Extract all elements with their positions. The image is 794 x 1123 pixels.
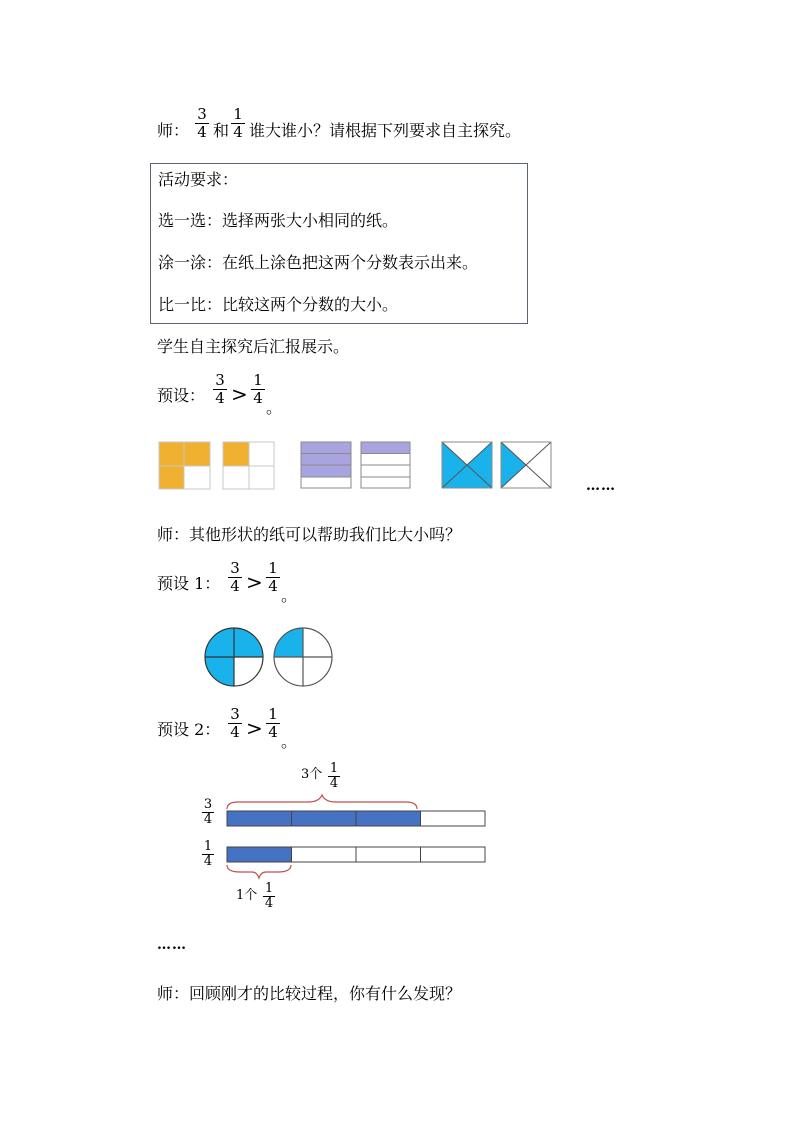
fraction-numerator: 1 xyxy=(329,761,339,776)
fraction-denominator: 4 xyxy=(253,389,263,407)
intro-prefix: 师： xyxy=(157,121,190,140)
activity-title: 活动要求： xyxy=(158,170,239,189)
strip-segment-empty xyxy=(421,811,486,826)
strip-segment-filled xyxy=(227,811,292,826)
row2-fraction xyxy=(202,840,214,869)
strip-rect-three-quarters xyxy=(301,442,351,488)
preset-fraction-a xyxy=(213,372,227,407)
fraction-numerator: 1 xyxy=(268,705,278,723)
fraction-numerator: 3 xyxy=(215,371,225,389)
preset-fraction-b xyxy=(266,706,280,741)
fraction-numerator: 1 xyxy=(268,559,278,577)
strip-segment-filled xyxy=(356,811,421,826)
activity-item: 比一比：比较这两个分数的大小。 xyxy=(158,295,399,314)
greater-than: > xyxy=(246,570,263,594)
preset-fraction-a xyxy=(228,706,242,741)
period: 。 xyxy=(281,586,298,605)
strip-segment-empty xyxy=(421,847,486,862)
intro-conj: 和 xyxy=(213,121,230,140)
intro-suffix: 谁大谁小？请根据下列要求自主探究。 xyxy=(249,121,522,140)
fraction-numerator: 1 xyxy=(264,881,274,896)
ellipsis: …… xyxy=(586,478,616,494)
top-brace-fraction xyxy=(328,762,340,791)
fraction-denominator: 4 xyxy=(197,123,207,141)
row2-strip xyxy=(227,847,485,862)
fraction-numerator: 3 xyxy=(197,105,207,123)
top-brace xyxy=(227,795,417,809)
strip-rect-one-quarter xyxy=(361,442,410,488)
fraction-denominator: 4 xyxy=(215,389,225,407)
intro-fraction-b xyxy=(231,106,245,141)
top-brace-count: 3个 xyxy=(301,767,323,782)
fraction-denominator: 4 xyxy=(203,812,213,827)
bottom-brace xyxy=(227,865,291,878)
greater-than: > xyxy=(246,716,263,740)
closing-question: 师：回顾刚才的比较过程，你有什么发现？ xyxy=(157,984,462,1003)
intro-fraction-a xyxy=(195,106,209,141)
fraction-numerator: 3 xyxy=(230,559,240,577)
fraction-denominator: 4 xyxy=(230,577,240,595)
shape-models xyxy=(150,435,630,495)
circle-three-quarters xyxy=(205,628,263,686)
fraction-numerator: 1 xyxy=(253,371,263,389)
circle-models xyxy=(200,624,340,690)
preset-fraction-b xyxy=(266,560,280,595)
row1-strip xyxy=(227,811,485,826)
square-one-quarter xyxy=(223,442,274,489)
fraction-denominator: 4 xyxy=(264,896,274,911)
activity-box xyxy=(150,163,528,324)
period: 。 xyxy=(266,398,283,417)
activity-item: 选一选：选择两张大小相同的纸。 xyxy=(158,211,399,230)
question-text: 师：其他形状的纸可以帮助我们比大小吗？ xyxy=(157,525,462,544)
report-text: 学生自主探究后汇报展示。 xyxy=(157,337,350,356)
preset-label: 预设 2： xyxy=(157,720,221,739)
preset-label: 预设 1： xyxy=(157,574,221,593)
bottom-brace-count: 1个 xyxy=(236,888,258,903)
triangle-square-one-quarter xyxy=(501,442,551,488)
row1-fraction xyxy=(202,798,214,827)
preset-label: 预设： xyxy=(157,386,206,405)
fraction-denominator: 4 xyxy=(329,776,339,791)
strip-segment-empty xyxy=(292,847,357,862)
circle-one-quarter xyxy=(274,628,332,686)
strip-segment-empty xyxy=(356,847,421,862)
greater-than: > xyxy=(231,382,248,406)
strip-segment-filled xyxy=(227,847,292,862)
fraction-numerator: 1 xyxy=(233,105,243,123)
fraction-denominator: 4 xyxy=(233,123,243,141)
activity-item: 涂一涂：在纸上涂色把这两个分数表示出来。 xyxy=(158,253,479,272)
fraction-denominator: 4 xyxy=(268,723,278,741)
period: 。 xyxy=(281,732,298,751)
bottom-brace-fraction xyxy=(263,882,275,911)
fraction-denominator: 4 xyxy=(230,723,240,741)
strip-segment-filled xyxy=(292,811,357,826)
fraction-numerator: 3 xyxy=(230,705,240,723)
fraction-numerator: 3 xyxy=(203,797,213,812)
fraction-denominator: 4 xyxy=(203,854,213,869)
square-three-quarters xyxy=(159,442,210,489)
preset-fraction-b xyxy=(251,372,265,407)
ellipsis: …… xyxy=(157,937,187,953)
preset-fraction-a xyxy=(228,560,242,595)
strip-bars xyxy=(220,792,490,882)
triangle-square-three-quarters xyxy=(442,442,492,488)
fraction-denominator: 4 xyxy=(268,577,278,595)
fraction-numerator: 1 xyxy=(203,839,213,854)
